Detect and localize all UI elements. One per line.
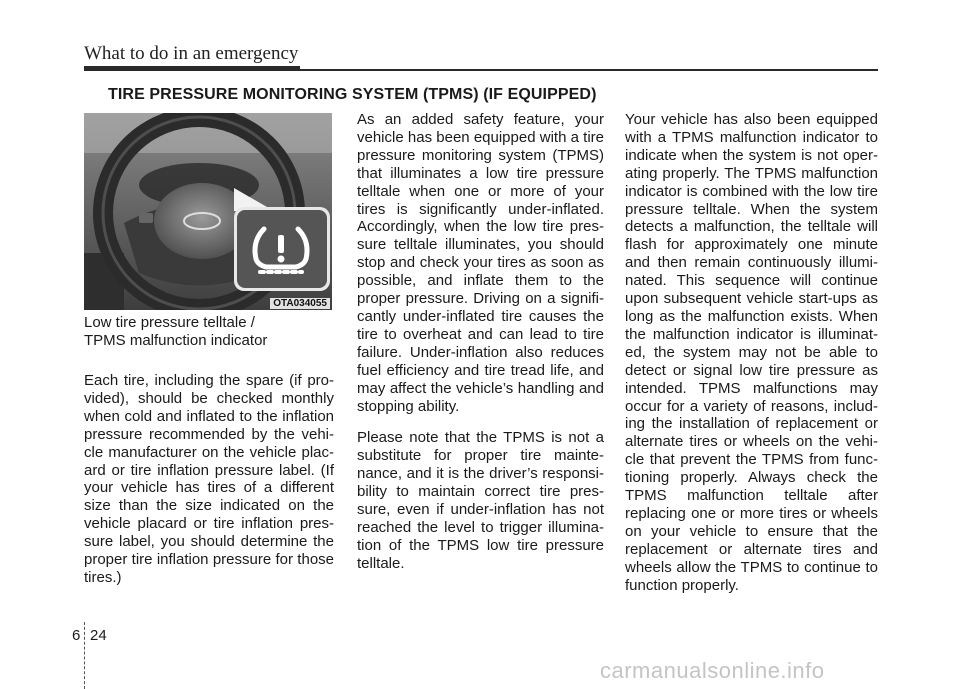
text-column-1 (84, 372, 334, 601)
text-column-3 (625, 111, 878, 608)
figure-caption (84, 314, 334, 350)
header-rule (84, 69, 878, 71)
paragraph: Each tire, including the spare (if pro- vided), should be checked monthly when cold and inflated to the inflation pressure recommended by the vehi- cle manufacturer on the vehicle plac- ard or tire inflation pressure label. (If your vehicle has tires of a different size than the size indicated on the vehicle placard or tire inflation pres- sure label, you should determine the proper tire inflation pressure for those tires.) (84, 372, 334, 586)
paragraph: Please note that the TPMS is not a substitute for proper tire mainte- nance, and it is the driver’s responsi- bility to maintain correct tire pres- sure, even if under-inflation has not reached the level to trigger illumina- tion of the TPMS low tire pressure telltale. (357, 429, 604, 572)
footer-divider (84, 622, 85, 689)
page-section-number: 6 (72, 627, 81, 644)
page-number: 24 (90, 627, 107, 644)
steering-wheel-figure (84, 113, 332, 310)
page-header-title: What to do in an emergency (84, 43, 299, 64)
tpms-warning-icon (246, 219, 316, 279)
caption-line-1: Low tire pressure telltale / (84, 314, 255, 331)
section-title: TIRE PRESSURE MONITORING SYSTEM (TPMS) (IF EQUIPPED) (108, 86, 597, 103)
watermark: carmanualsonline.info (600, 658, 825, 683)
figure-code: OTA034055 (270, 298, 330, 309)
paragraph: Your vehicle has also been equipped with a TPMS malfunction indicator to indicate when the system is not oper- ating properly. The TPMS malfunction indicator is combined with the low tire pressure telltale. When the system detects a malfunction, the telltale will flash for approximately one minute and then remain continuously illumi- nated. This sequence will continue upon subsequent vehicle start-ups as long as the malfunction exists. When the malfunction indicator is illuminat- ed, the system may not be able to detect or signal low tire pressure as intended. TPMS malfunctions may occur for a variety of reasons, includ- ing the installation of replacement or alternate tires or wheels on the vehi- cle that prevent the TPMS from func- tioning properly. Always check the TPMS malfunction telltale after replacing one or more tires or wheels on your vehicle to ensure that the replacement or alternate tires and wheels allow the TPMS to continue to function properly. (625, 111, 878, 594)
steering-wheel-illustration (84, 113, 332, 310)
paragraph: As an added safety feature, your vehicle has been equipped with a tire pressure monitoring system (TPMS) that illuminates a low tire pressure telltale when one or more of your tires is significantly under-inflated. Accordingly, when the low tire pres- sure telltale illuminates, you should stop and check your tires as soon as possible, and inflate them to the proper pressure. Driving on a signifi- cantly under-inflated tire causes the tire to overheat and can lead to tire failure. Under-inflation also reduces fuel efficiency and tire tread life, and may affect the vehicle’s handling and stopping ability. (357, 111, 604, 415)
caption-line-2: TPMS malfunction indicator (84, 332, 268, 349)
text-column-2 (357, 111, 604, 587)
